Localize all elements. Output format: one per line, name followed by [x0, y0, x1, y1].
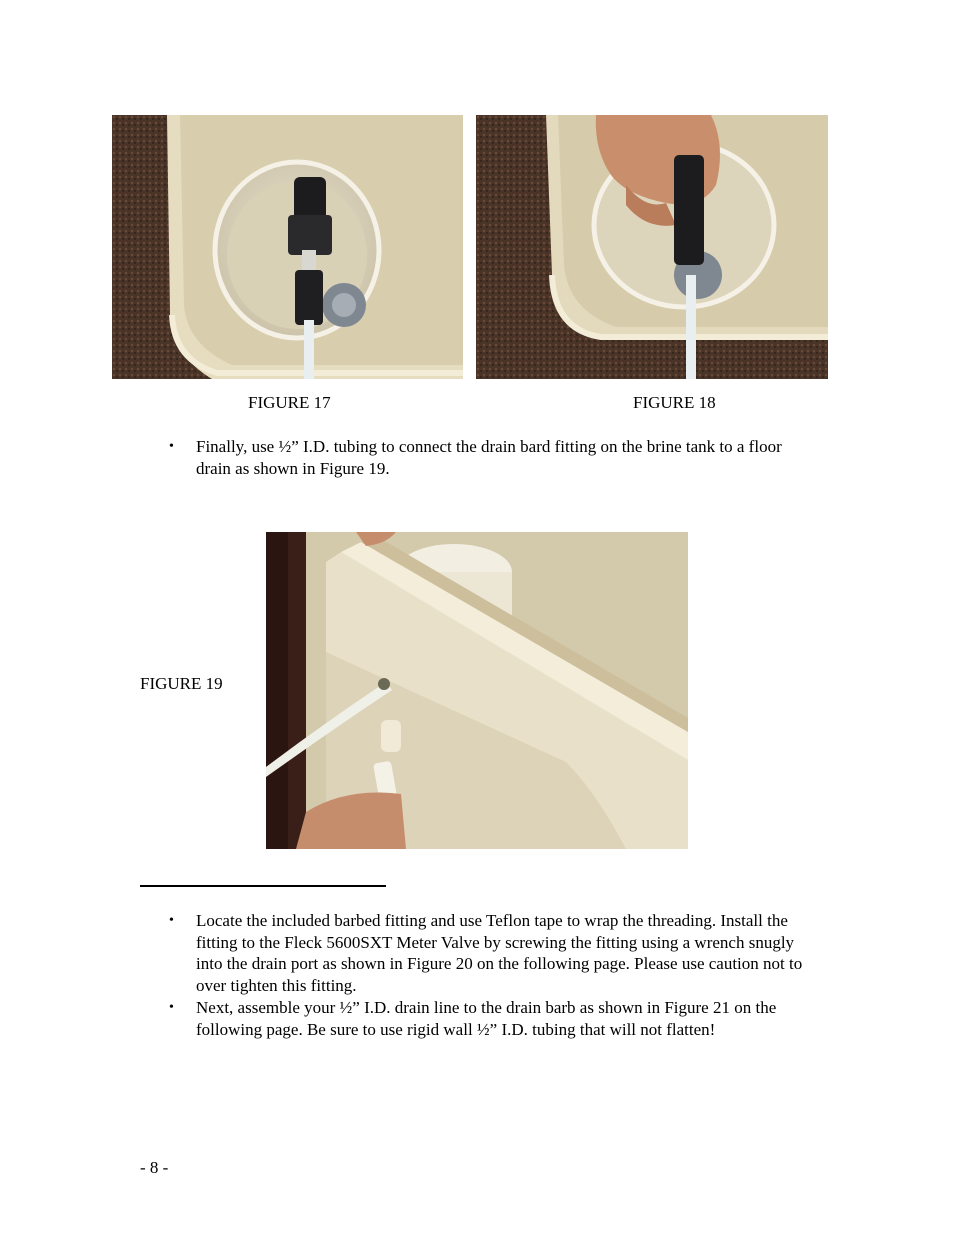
bullet-item: [169, 910, 821, 996]
bullet-text: Finally, use ½” I.D. tubing to connect the drain bard fitting on the brine tank to a floor drain as shown in Figure 19.: [196, 437, 782, 478]
bullet-item: [169, 436, 816, 479]
bullet-glyph: •: [169, 913, 174, 928]
bullet-text: Next, assemble your ½” I.D. drain line to the drain barb as shown in Figure 21 on the following page. Be sure to use rigid wall ½” I.D. tubing that will not flatten!: [196, 998, 777, 1039]
page-number: - 8 -: [140, 1158, 169, 1177]
figure-18-caption: FIGURE 18: [633, 393, 716, 412]
bullet-glyph: •: [169, 439, 174, 454]
figure-19-photo: [266, 532, 688, 849]
figure-18-photo: [476, 115, 828, 379]
figure-19-caption: FIGURE 19: [140, 674, 223, 693]
bullet-list-top: [169, 436, 816, 479]
figure-17-photo: [112, 115, 463, 379]
figure-17-caption: FIGURE 17: [248, 393, 331, 412]
bullet-item: [169, 997, 821, 1040]
bullet-glyph: •: [169, 1000, 174, 1015]
footnote-separator: [140, 885, 386, 887]
bullet-text: Locate the included barbed fitting and use Teflon tape to wrap the threading. Install the fitting to the Fleck 5600SXT Meter Valve by screwing the fitting using a wrench snugly into the drain port as shown in Figure 20 on the following page. Please use caution not to over tighten this fitting.: [196, 911, 803, 995]
bullet-list-bottom: [169, 910, 821, 1040]
